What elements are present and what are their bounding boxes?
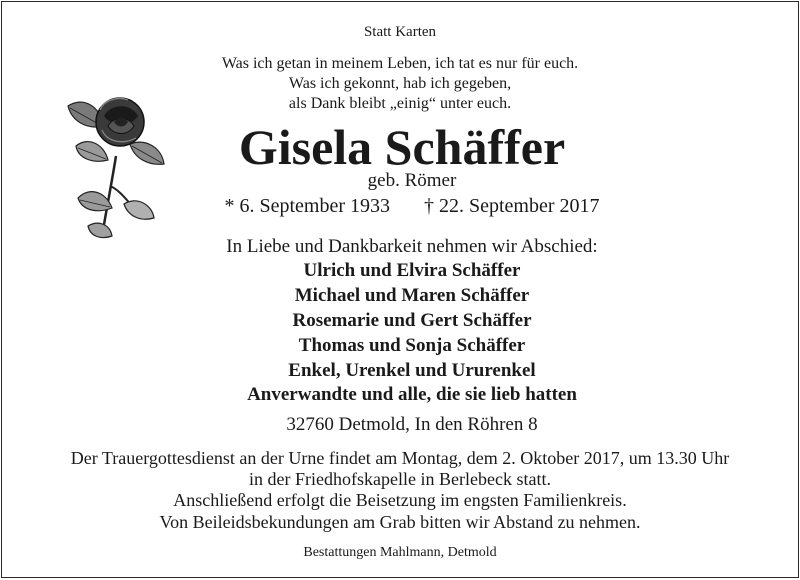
maiden-name: geb. Römer: [367, 170, 457, 191]
mourner-name: Rosemarie und Gert Schäffer: [292, 310, 532, 331]
service-line-2: in der Friedhofskapelle in Berlebeck statt.: [249, 469, 551, 489]
verse-line-2: Was ich gekonnt, hab ich gegeben,: [288, 75, 512, 92]
statt-karten-label: Statt Karten: [363, 24, 437, 40]
verse-line-3: als Dank bleibt „einig“ unter euch.: [288, 95, 512, 112]
mourner-name: Ulrich und Elvira Schäffer: [303, 260, 521, 281]
mourner-name: Enkel, Urenkel und Ururenkel: [288, 360, 536, 381]
mourners-intro: In Liebe und Dankbarkeit nehmen wir Abschied:: [226, 236, 598, 257]
verse-line-1: Was ich getan in meinem Leben, ich tat es nur für euch.: [221, 55, 579, 72]
mourner-name: Michael und Maren Schäffer: [294, 285, 530, 306]
mourner-name: Anverwandte und alle, die sie lieb hatten: [247, 384, 577, 405]
obituary-card: [1, 1, 799, 578]
undertaker-credit: Bestattungen Mahlmann, Detmold: [303, 545, 497, 560]
death-date: † 22. September 2017: [424, 195, 600, 217]
deceased-name: Gisela Schäffer: [238, 119, 566, 175]
life-dates: [152, 195, 672, 218]
mourner-name: Thomas und Sonja Schäffer: [298, 335, 526, 356]
service-line-1: Der Trauergottesdienst an der Urne findet am Montag, dem 2. Oktober 2017, um 13.30 Uhr: [70, 448, 730, 468]
service-line-3: Anschließend erfolgt die Beisetzung im engsten Familienkreis.: [173, 490, 627, 510]
family-address: 32760 Detmold, In den Röhren 8: [286, 414, 538, 435]
birth-date: * 6. September 1933: [224, 195, 390, 217]
service-line-4: Von Beileidsbekundungen am Grab bitten wir Abstand zu nehmen.: [159, 512, 641, 532]
